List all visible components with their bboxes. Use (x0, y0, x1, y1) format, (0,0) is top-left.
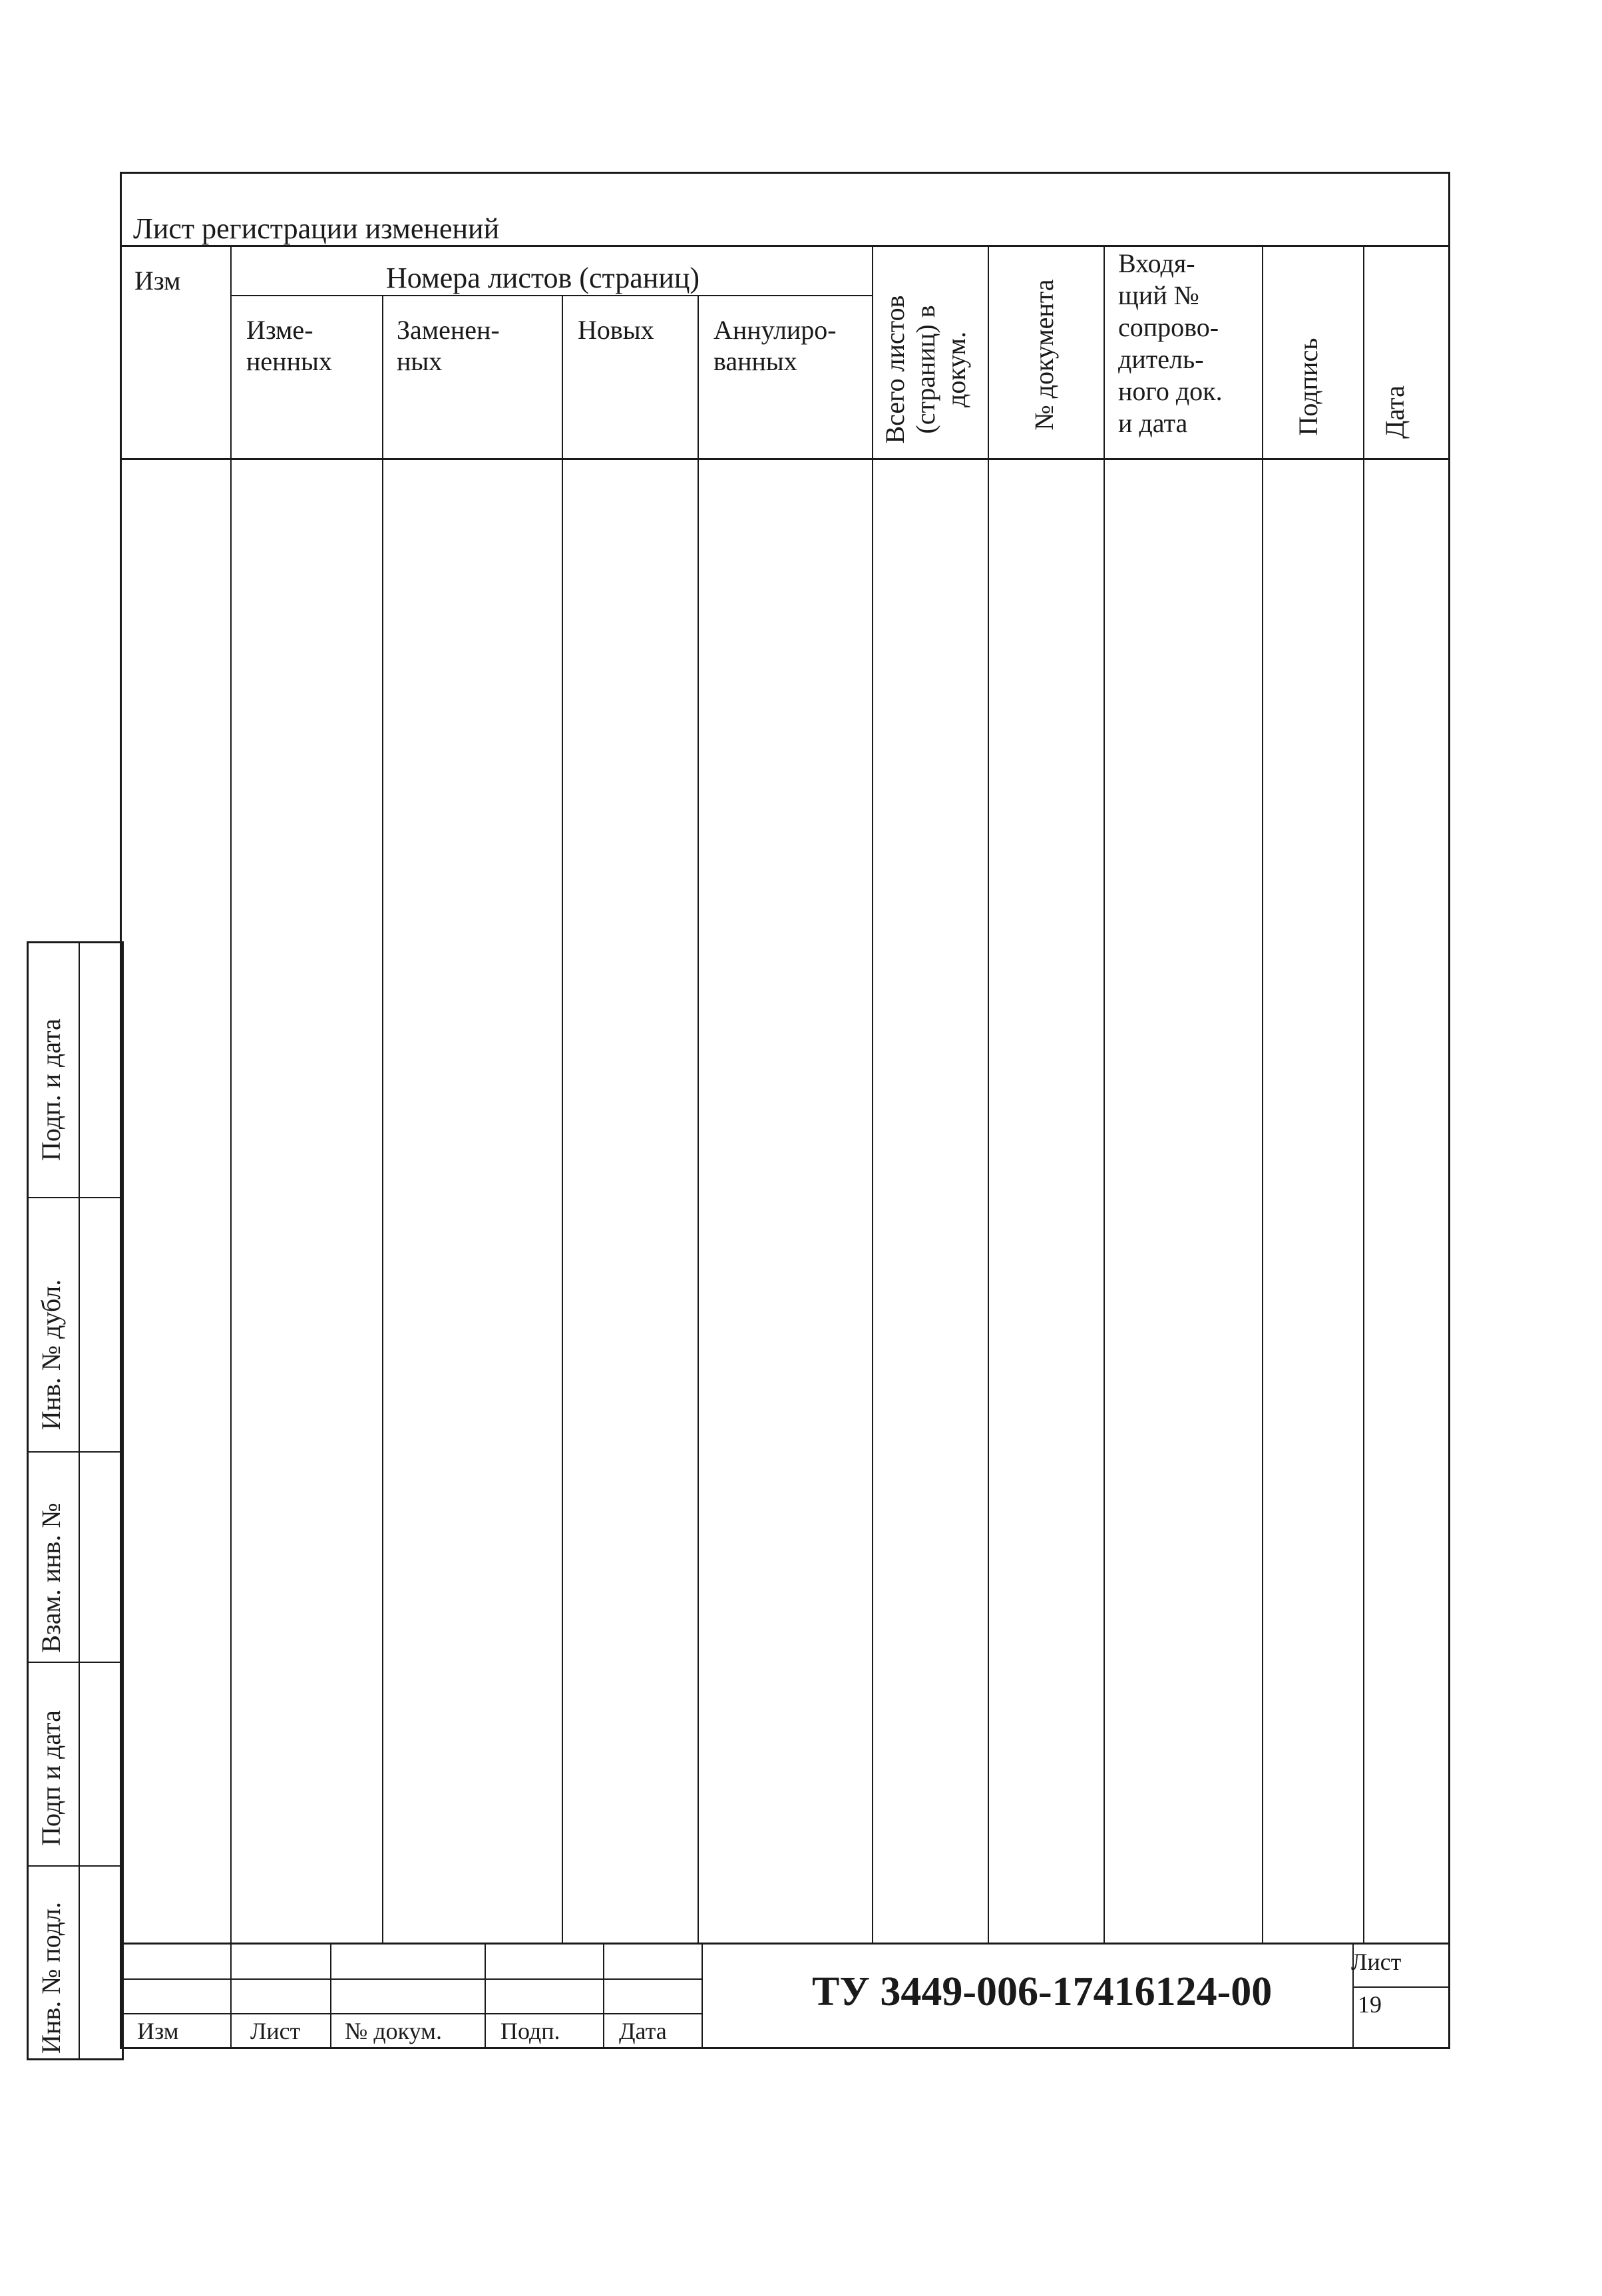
stamp-mid (79, 941, 80, 2060)
stamp-inv-dup: Инв. № дубл. (36, 1279, 66, 1431)
stamp-sign-date-2: Подп и дата (36, 1710, 66, 1846)
stamp-left (27, 941, 29, 2060)
frame-top (120, 172, 1450, 174)
header-bottom (120, 458, 1450, 460)
stamp-replace-inv: Взам. инв. № (36, 1502, 66, 1653)
frame-bottom (120, 2047, 1450, 2049)
tb-row-line (120, 1978, 703, 1980)
header-docno: № документа (1029, 279, 1059, 431)
tb-docno: № докум. (345, 2018, 442, 2044)
header-cancelled: Аннулиро- ванных (713, 315, 837, 377)
tb-col-2 (330, 1943, 331, 2047)
header-new: Новых (578, 315, 654, 345)
tb-sign: Подп. (501, 2018, 560, 2044)
col-line-2 (382, 295, 383, 1944)
header-sign: Подпись (1293, 338, 1323, 436)
col-line-8 (1262, 246, 1263, 1944)
tb-list: Лист (250, 2018, 301, 2044)
header-incoming: Входя- щий № сопрово- дитель- ного док. и дата (1118, 248, 1223, 438)
header-izm: Изм (134, 266, 181, 296)
header-replaced: Заменен- ных (397, 315, 500, 377)
page-title: Лист регистрации изменений (133, 212, 500, 245)
stamp-div-1 (27, 1197, 124, 1198)
col-line-7 (1103, 246, 1105, 1944)
col-line-4 (698, 295, 699, 1944)
col-line-6 (988, 246, 989, 1944)
tb-col-4 (603, 1943, 604, 2047)
document-designation: ТУ 3449-006-17416124-00 (812, 1969, 1273, 2014)
tb-col-1 (230, 1943, 232, 2047)
stamp-inv-orig: Инв. № подл. (36, 1902, 66, 2054)
col-line-5 (872, 246, 873, 1944)
tb-col-3 (485, 1943, 486, 2047)
header-changed: Изме- ненных (246, 315, 332, 377)
tb-sheet-number: 19 (1358, 1991, 1382, 2018)
tb-sheet-div (1352, 1986, 1450, 1988)
tb-top (120, 1943, 1450, 1945)
stamp-right (122, 941, 124, 2060)
tb-izm: Изм (137, 2018, 179, 2044)
title-underline (120, 245, 1450, 247)
tb-date: Дата (619, 2018, 667, 2044)
tb-col-5 (701, 1943, 703, 2047)
col-line-9 (1363, 246, 1364, 1944)
stamp-top (27, 941, 124, 943)
tb-row-line-2 (120, 2013, 703, 2014)
stamp-sign-date-1: Подп. и дата (36, 1019, 66, 1161)
col-line-3 (562, 295, 563, 1944)
tb-sheet-label: Лист (1351, 1949, 1402, 1975)
frame-right (1448, 172, 1450, 2049)
col-line-1 (230, 246, 232, 1944)
header-total: Всего листов (страниц) в докум. (880, 295, 971, 444)
header-sheet-numbers: Номера листов (страниц) (386, 262, 700, 294)
header-date: Дата (1380, 385, 1410, 439)
